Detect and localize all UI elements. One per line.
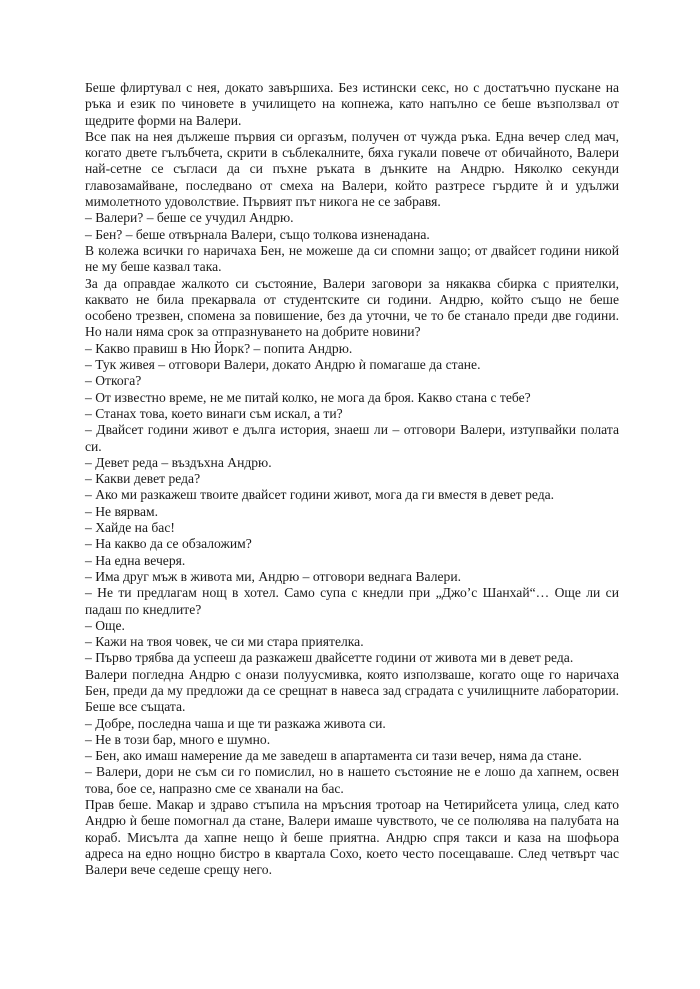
paragraph-9: – Откога?: [85, 373, 142, 389]
paragraph-21: – Не ти предлагам нощ в хотел. Само супа с кнедли при „Джо’с Шанхай“… Още ли си падаш по кнедлите?: [85, 585, 619, 617]
paragraph-20: – Има друг мъж в живота ми, Андрю – отговори веднага Валери.: [85, 568, 461, 584]
paragraph-4: – Бен? – беше отвърнала Валери, също толкова изненадана.: [85, 226, 430, 242]
paragraph-26: – Добре, последна чаша и ще ти разкажа живота си.: [85, 715, 386, 731]
paragraph-8: – Тук живея – отговори Валери, докато Андрю ѝ помагаше да стане.: [85, 357, 481, 373]
paragraph-22: – Още.: [85, 617, 125, 633]
paragraph-7: – Какво правиш в Ню Йорк? – попита Андрю.: [85, 340, 353, 356]
paragraph-15: – Ако ми разкажеш твоите двайсет години живот, мога да ги вместя в девет реда.: [85, 487, 555, 503]
paragraph-3: – Валери? – беше се учудил Андрю.: [85, 210, 294, 226]
paragraph-24: – Първо трябва да успееш да разкажеш двайсетте години от живота ми в девет реда.: [85, 650, 574, 666]
paragraph-27: – Не в този бар, много е шумно.: [85, 731, 271, 747]
paragraph-1: Беше флиртувал с нея, докато завършиха. Без истински секс, но с достатъчно пускане на ръка и език по чиновете в училището на копнежа, като напълно се беше възползвал от щедрите форми на Валери.: [85, 80, 619, 128]
paragraph-17: – Хайде на бас!: [85, 520, 175, 536]
paragraph-10: – От известно време, не ме питай колко, не мога да броя. Какво стана с тебе?: [85, 389, 531, 405]
document-page: [85, 80, 619, 879]
paragraph-14: – Какви девет реда?: [85, 471, 201, 487]
paragraph-28: – Бен, ако имаш намерение да ме заведеш в апартамента си тази вечер, няма да стане.: [85, 748, 582, 764]
paragraph-30: Прав беше. Макар и здраво стъпила на мръсния тротоар на Четирийсета улица, след като Андрю ѝ беше помогнал да стане, Валери имаше чувството, че се полюлява на палубата на кораб. Мисълта да хапне нещо ѝ беше приятна. Андрю спря такси и каза на шофьора адреса на едно нощно бистро в квартала Сохо, което често посещаваше. След четвърт час Валери вече седеше срещу него.: [85, 797, 619, 878]
paragraph-11: – Станах това, което винаги съм искал, а ти?: [85, 405, 343, 421]
paragraph-13: – Девет реда – въздъхна Андрю.: [85, 454, 272, 470]
paragraph-29: – Валери, дори не съм си го помислил, но в нашето състояние не е лошо да хапнем, освен това, бое се, напразно сме се хванали на бас.: [85, 764, 619, 796]
paragraph-5: В колежа всички го наричаха Бен, не можеше да си спомни защо; от двайсет години никой не му беше казвал така.: [85, 242, 619, 275]
paragraph-12: – Двайсет години живот е дълга история, знаеш ли – отговори Валери, изтупвайки полата си.: [85, 422, 619, 454]
paragraph-6: За да оправдае жалкото си състояние, Валери заговори за някаква сбирка с приятелки, каквато не била прекарвала от студентските си години. Андрю, който също не беше особено трезвен, спомена за повишение, без да уточни, че то бе станало преди две години. Но нали няма срок за отпразнуването на добрите новини?: [85, 275, 619, 340]
paragraph-19: – На една вечеря.: [85, 552, 186, 568]
paragraph-2: Все пак на нея дължеше първия си оргазъм, получен от чужда ръка. Една вечер след мач, когато двете гълъбчета, скрити в съблекалните, бяха гукали повече от обичайното, Валери най-сетне се съгласи да си пъхне ръката в дънките на Андрю. Няколко секунди главозамайване, последвано от смеха на Валери, който разтресе гърдите ѝ и удължи мимолетното удоволствие. Първият път никога не се забравя.: [85, 128, 619, 210]
paragraph-16: – Не вярвам.: [85, 503, 159, 519]
paragraph-25: Валери погледна Андрю с онази полуусмивка, която използваше, когато още го наричаха Бен, преди да му предложи да се срещнат в навеса зад сградата с училищните лаборатории. Беше все същата.: [85, 666, 619, 715]
paragraph-18: – На какво да се обзаложим?: [85, 536, 252, 552]
paragraph-23: – Кажи на твоя човек, че си ми стара приятелка.: [85, 634, 364, 650]
